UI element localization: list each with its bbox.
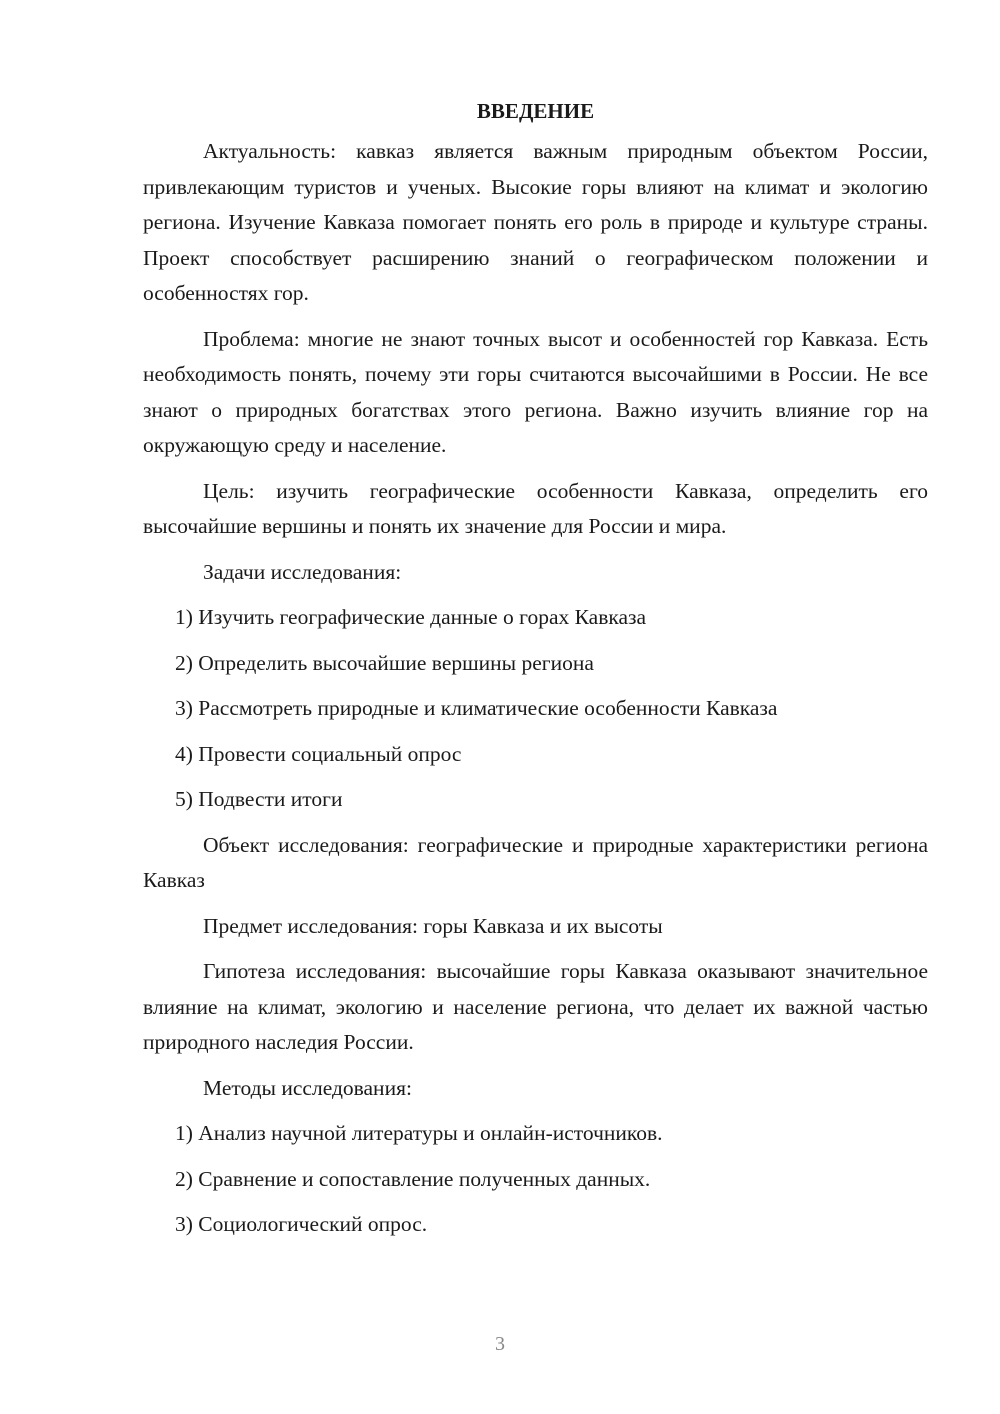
task-item: 1) Изучить географические данные о горах Кавказа xyxy=(175,605,647,629)
method-item: 2) Сравнение и сопоставление полученных данных. xyxy=(175,1166,651,1191)
task-item: 3) Рассмотреть природные и климатические особенности Кавказа xyxy=(175,696,778,720)
hypothesis-paragraph: Гипотеза исследования: высочайшие горы Кавказа оказывают значительное влияние на климат, экологию и население региона, что делает их важной частью природного наследия России. xyxy=(143,959,928,1054)
object-paragraph: Объект исследования: географические и природные характеристики региона Кавказ xyxy=(143,832,928,892)
methods-list xyxy=(143,1116,928,1243)
tasks-title: Задачи исследования: xyxy=(203,559,402,584)
page-number: 3 xyxy=(495,1333,505,1355)
relevance-paragraph: Актуальность: кавказ является важным природным объектом России, привлекающим туристов и ученых. Высокие горы влияют на климат и экологию региона. Изучение Кавказа помогает понять его роль в природе и культуре страны. Проект способствует расширению знаний о географическом положении и особенностях гор. xyxy=(143,139,928,305)
method-item: 1) Анализ научной литературы и онлайн-источников. xyxy=(175,1121,663,1145)
method-item: 3) Социологический опрос. xyxy=(175,1212,428,1236)
task-item: 4) Провести социальный опрос xyxy=(175,741,462,766)
tasks-list xyxy=(143,600,928,818)
task-item: 2) Определить высочайшие вершины региона xyxy=(175,650,594,675)
goal-paragraph: Цель: изучить географические особенности Кавказа, определить его высочайшие вершины и понять их значение для России и мира. xyxy=(143,478,928,538)
task-item: 5) Подвести итоги xyxy=(175,787,343,811)
methods-title: Методы исследования: xyxy=(203,1075,412,1100)
problem-paragraph: Проблема: многие не знают точных высот и особенностей гор Кавказа. Есть необходимость понять, почему эти горы считаются высочайшими в России. Не все знают о природных богатствах этого региона. Важно изучить влияние гор на окружающую среду и население. xyxy=(143,326,928,457)
section-heading: ВВЕДЕНИЕ xyxy=(476,99,595,123)
page-content xyxy=(143,96,928,1253)
subject-paragraph: Предмет исследования: горы Кавказа и их высоты xyxy=(203,913,663,938)
